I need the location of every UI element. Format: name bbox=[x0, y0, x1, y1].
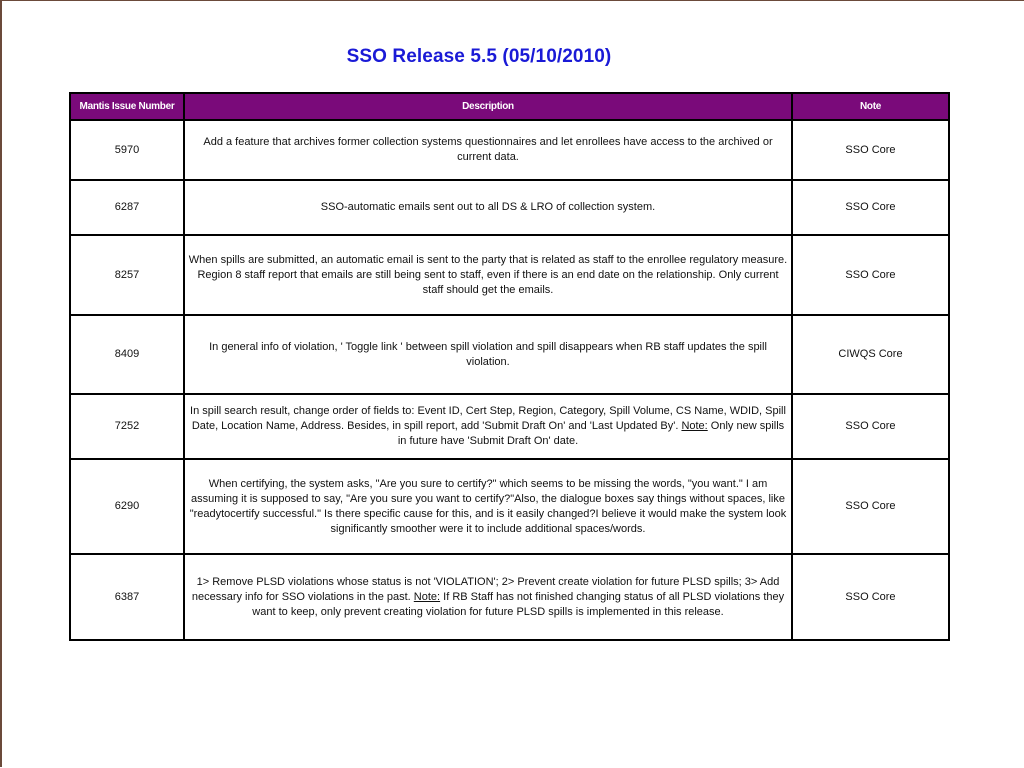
table-row bbox=[70, 120, 949, 180]
issue-note: SSO Core bbox=[792, 459, 949, 554]
issue-number: 7252 bbox=[70, 394, 184, 459]
issue-note: CIWQS Core bbox=[792, 315, 949, 394]
issue-description bbox=[184, 235, 792, 315]
table-row bbox=[70, 235, 949, 315]
issue-description bbox=[184, 554, 792, 640]
table-row bbox=[70, 554, 949, 640]
issue-number: 6387 bbox=[70, 554, 184, 640]
issue-description bbox=[184, 459, 792, 554]
description-text: SSO-automatic emails sent out to all DS & LRO of collection system. bbox=[320, 201, 656, 213]
issue-note: SSO Core bbox=[792, 120, 949, 180]
header-description: Description bbox=[184, 93, 792, 120]
issue-note: SSO Core bbox=[792, 394, 949, 459]
issue-number: 6290 bbox=[70, 459, 184, 554]
table-header-row bbox=[70, 93, 949, 120]
issue-number: 5970 bbox=[70, 120, 184, 180]
description-text: Add a feature that archives former collection systems questionnaires and let enrollees have access to the archived or current data. bbox=[203, 136, 773, 163]
issue-note: SSO Core bbox=[792, 180, 949, 235]
description-text: In spill search result, change order of fields to: Event ID, Cert Step, Region, Category, Spill Volume, CS Name, WDID, Spill Date, Location Name, Address. Besides, in spill report, add 'Submit Draft On' and 'Last Updated By'. bbox=[190, 405, 786, 432]
table-row bbox=[70, 315, 949, 394]
issues-table bbox=[69, 92, 950, 641]
page-title: SSO Release 5.5 (05/10/2010) bbox=[346, 46, 612, 67]
issue-number: 6287 bbox=[70, 180, 184, 235]
description-text: Only new spills in future have 'Submit Draft On' date. bbox=[397, 420, 785, 447]
header-note: Note bbox=[792, 93, 949, 120]
header-mantis-issue-number: Mantis Issue Number bbox=[70, 93, 184, 120]
description-text: 1> Remove PLSD violations whose status is not 'VIOLATION'; 2> Prevent create violation for future PLSD spills; 3> Add necessary info for SSO violations in the past. bbox=[191, 575, 780, 603]
description-text: When spills are submitted, an automatic email is sent to the party that is related as staff to the enrollee regulatory measure. Region 8 staff report that emails are still being sent to staff, even if there is an end date on the relationship. Only current staff should get the emails. bbox=[188, 253, 788, 296]
issue-description bbox=[184, 120, 792, 180]
issue-number: 8409 bbox=[70, 315, 184, 394]
issue-note: SSO Core bbox=[792, 235, 949, 315]
issue-description bbox=[184, 180, 792, 235]
issue-description bbox=[184, 394, 792, 459]
table-row bbox=[70, 180, 949, 235]
description-text: If RB Staff has not finished changing status of all PLSD violations they want to keep, only prevent creating violation for future PLSD spills is implemented in this release. bbox=[252, 590, 785, 618]
description-text: When certifying, the system asks, "Are you sure to certify?" which seems to be missing the words, "you want." I am assuming it is supposed to say, "Are you sure you want to certify?"Also, the dialogue boxes say things without spaces, like "readytocertify successful." Is there specific cause for this, and is it easily changed?I believe it would make the system look significantly smoother were it to include additional spaces/words. bbox=[189, 477, 787, 535]
description-text: In general info of violation, ' Toggle link ' between spill violation and spill disappears when RB staff updates the spill violation. bbox=[209, 340, 767, 368]
table-row bbox=[70, 459, 949, 554]
issue-description bbox=[184, 315, 792, 394]
issue-number: 8257 bbox=[70, 235, 184, 315]
note-label: Note: bbox=[413, 590, 441, 603]
table-row bbox=[70, 394, 949, 459]
issue-note: SSO Core bbox=[792, 554, 949, 640]
note-label: Note: bbox=[681, 420, 708, 432]
